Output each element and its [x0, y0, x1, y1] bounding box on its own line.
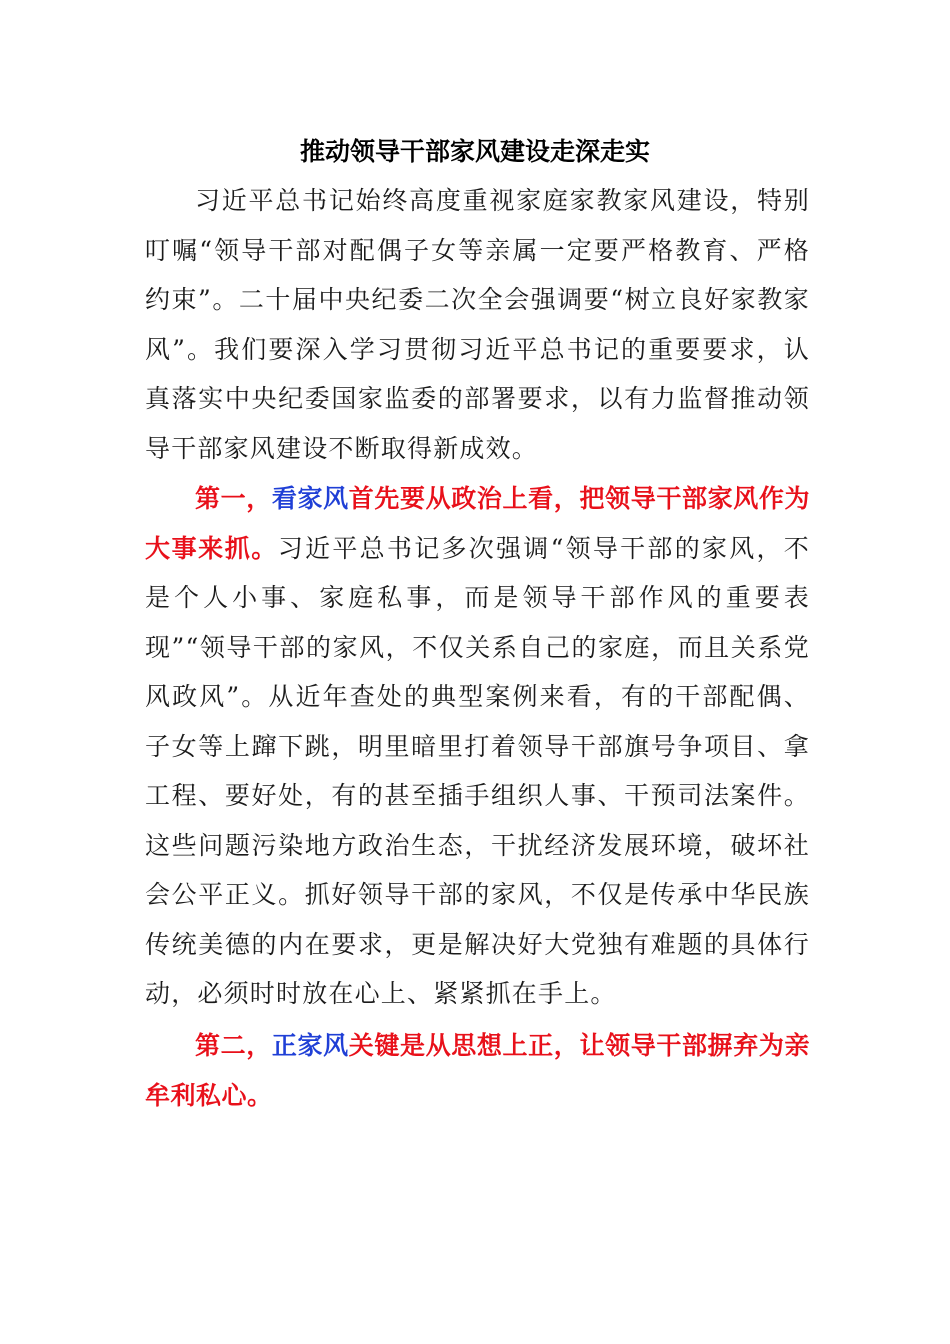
section-1-keyword: 看家风	[271, 484, 349, 513]
section-1-paragraph	[145, 474, 810, 1019]
section-2-heading: 关键是从思想上正，让领导干部摒弃为亲牟利私心。	[145, 1031, 810, 1110]
intro-paragraph: 习近平总书记始终高度重视家庭家教家风建设，特别叮嘱“领导干部对配偶子女等亲属一定要严格教育、严格约束”。二十届中央纪委二次全会强调要“树立良好家教家风”。我们要深入学习贯彻习近平总书记的重要要求，认真落实中央纪委国家监委的部署要求，以有力监督推动领导干部家风建设不断取得新成效。	[145, 186, 810, 463]
section-1-body: 习近平总书记多次强调“领导干部的家风，不是个人小事、家庭私事，而是领导干部作风的重要表现”“领导干部的家风，不仅关系自己的家庭，而且关系党风政风”。从近年查处的典型案例来看，有的干部配偶、子女等上蹿下跳，明里暗里打着领导干部旗号争项目、拿工程、要好处，有的甚至插手组织人事、干预司法案件。这些问题污染地方政治生态，干扰经济发展环境，破坏社会公平正义。抓好领导干部的家风，不仅是传承中华民族传统美德的内在要求，更是解决好大党独有难题的具体行动，必须时时放在心上、紧紧抓在手上。	[145, 533, 810, 1008]
section-2-paragraph	[145, 1021, 810, 1120]
document-title: 推动领导干部家风建设走深走实	[299, 137, 650, 166]
section-1-heading: 首先要从政治上看，把领导干部家风作为大事来抓。	[145, 484, 810, 563]
section-1-ordinal: 第一，	[195, 484, 272, 513]
section-2-keyword: 正家风	[271, 1031, 349, 1060]
section-2-ordinal: 第二，	[195, 1031, 272, 1060]
